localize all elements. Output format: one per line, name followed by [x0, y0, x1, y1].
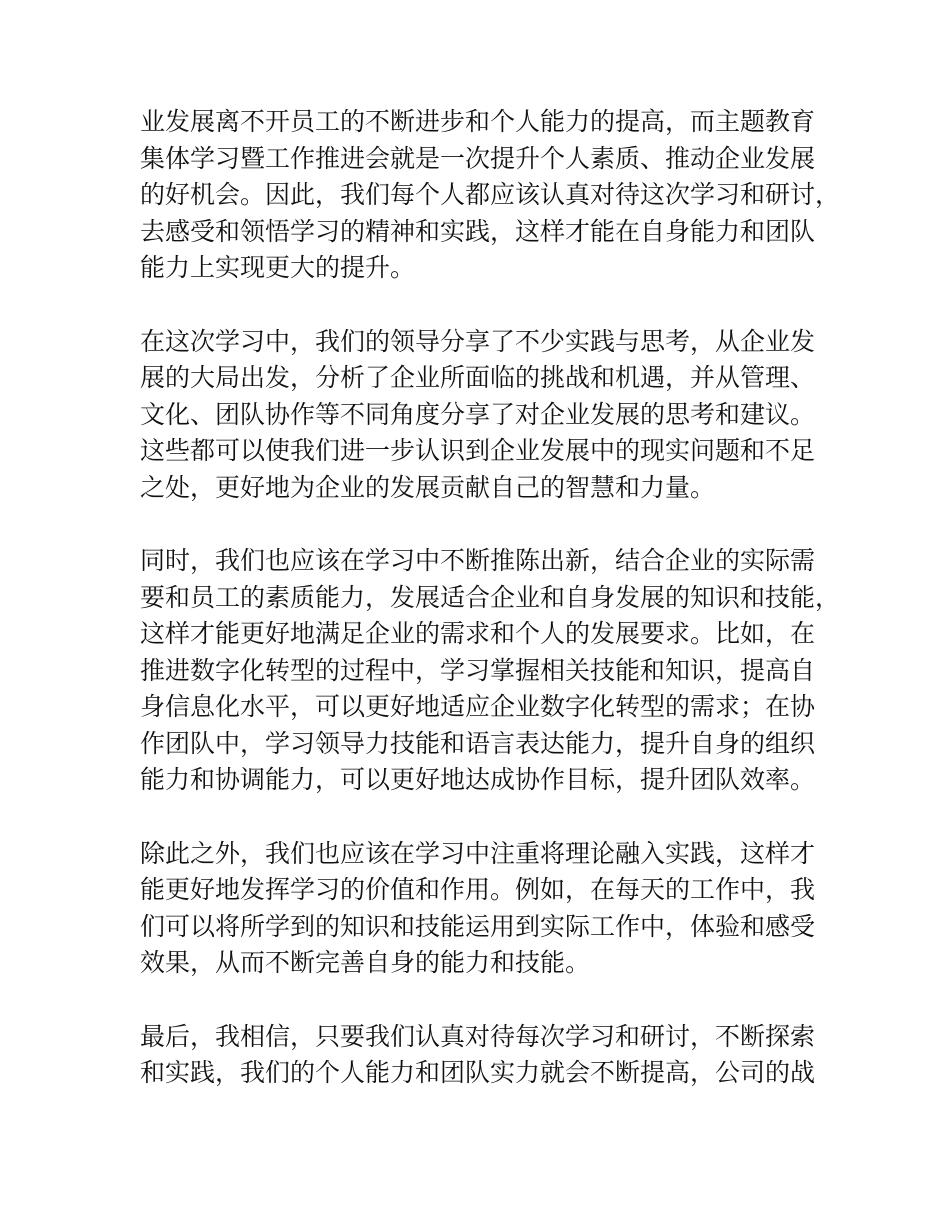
text-line: 这样才能更好地满足企业的需求和个人的发展要求。比如，在: [140, 619, 816, 648]
text-line: 们可以将所学到的知识和技能运用到实际工作中，体验和感受: [140, 911, 816, 941]
paragraph-2: [140, 324, 830, 507]
paragraph-5: [140, 1019, 830, 1092]
text-line: 能更好地发挥学习的价值和作用。例如，在每天的工作中，我: [140, 875, 816, 904]
text-line: 作团队中，学习领导力技能和语言表达能力，提升自身的组织: [140, 728, 816, 758]
text-line: 最后，我相信，只要我们认真对待每次学习和研讨，不断探索: [140, 1021, 816, 1051]
text-line: 推进数字化转型的过程中，学习掌握相关技能和知识，提高自: [140, 655, 816, 685]
text-line: 身信息化水平，可以更好地适应企业数字化转型的需求；在协: [140, 692, 816, 721]
text-line: 能力上实现更大的提升。: [140, 253, 416, 282]
text-line: 同时，我们也应该在学习中不断推陈出新，结合企业的实际需: [140, 546, 816, 575]
text-line: 的好机会。因此，我们每个人都应该认真对待这次学习和研讨，: [140, 180, 841, 209]
text-line: 集体学习暨工作推进会就是一次提升个人素质、推动企业发展: [140, 143, 816, 173]
text-line: 业发展离不开员工的不断进步和个人能力的提高，而主题教育: [140, 107, 816, 136]
text-line: 和实践，我们的个人能力和团队实力就会不断提高，公司的战: [140, 1058, 816, 1087]
document-body: [140, 104, 841, 1129]
paragraph-1: [140, 104, 841, 287]
text-line: 这些都可以使我们进一步认识到企业发展中的现实问题和不足: [140, 436, 816, 465]
text-line: 在这次学习中，我们的领导分享了不少实践与思考，从企业发: [140, 326, 816, 356]
paragraph-3: [140, 543, 841, 799]
text-line: 文化、团队协作等不同角度分享了对企业发展的思考和建议。: [140, 399, 816, 429]
text-line: 要和员工的素质能力，发展适合企业和自身发展的知识和技能，: [140, 582, 841, 612]
text-line: 展的大局出发，分析了企业所面临的挑战和机遇，并从管理、: [140, 363, 816, 392]
paragraph-4: [140, 836, 830, 982]
text-line: 能力和协调能力，可以更好地达成协作目标，提升团队效率。: [140, 765, 816, 794]
text-line: 除此之外，我们也应该在学习中注重将理论融入实践，这样才: [140, 838, 816, 868]
text-line: 去感受和领悟学习的精神和实践，这样才能在自身能力和团队: [140, 216, 816, 246]
text-line: 效果，从而不断完善自身的能力和技能。: [140, 948, 591, 977]
text-line: 之处，更好地为企业的发展贡献自己的智慧和力量。: [140, 472, 716, 502]
